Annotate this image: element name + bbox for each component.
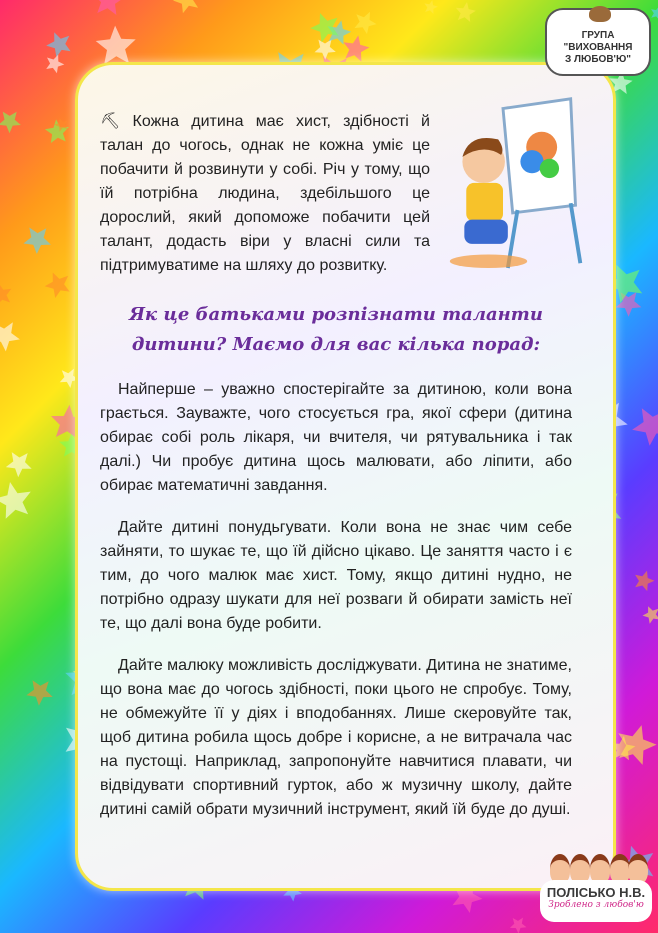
star-shape [23,228,51,255]
star-shape [0,112,21,134]
star-shape [45,273,70,299]
intro-rest: чогось, однак не кожна уміє це побачити й розвинути у собі. Річ у тому, що їй потрібна людина, здебільшого це дорослий, який допоможе побачити цей талант, додасть віри у власні сили та підтримуватиме на шляху до розвитку. [100,137,431,274]
author-tagline: Зроблено з любов'ю [548,900,644,910]
star-shape [0,482,31,519]
star-shape [651,6,658,20]
star-shape [0,283,11,305]
star-shape [93,0,124,15]
intro-first-line: Кожна дитина має хист, здібності й талан до [100,113,430,154]
star-shape [424,0,438,14]
star-shape [635,571,654,591]
star-shape [632,408,658,446]
star-shape [315,39,336,59]
star-shape [456,2,476,22]
star-shape [643,606,658,624]
star-shape [26,680,52,706]
author-logo [540,880,652,922]
star-shape [173,0,198,13]
intro-paragraph [100,110,430,278]
star-shape [354,12,376,34]
star-shape [96,26,136,65]
group-logo [545,8,651,76]
star-shape [0,322,20,351]
section-heading: Як це батьками розпізнати таланти дитини? Маємо для вас кілька порад: [129,304,543,355]
star-shape [510,918,527,933]
content-column [100,110,572,840]
star-shape [46,32,70,57]
star-shape [343,35,369,61]
author-name: ПОЛІСЬКО Н.В. [546,885,646,900]
star-shape [46,55,64,74]
logo-line: ГРУПА [581,30,615,41]
tip-paragraph: Дайте малюку можливість досліджувати. Дитина не знатиме, що вона має до чогось здібності, поки цього не спробує. Тому, не обмежуйте її у діях і вподобаннях. Лише скеровуйте так, щоб дитина робила щось добре і корисне, а не витрачала час на пустощі. Наприклад, запропонуйте навчитися плавати, чи відвідувати спортивний гурток, або ж музичну школу, дайте дитині самій обрати музичний інструмент, який їй буде до душі. [100,657,572,818]
bird-icon [589,6,611,22]
figure-icon: ⛏ [100,113,121,130]
tip-paragraph: Дайте дитині понудьгувати. Коли вона не знає чим себе зайняти, то шукає те, що їй дійсно цікаво. Це заняття часто і є тим, до чого малюк має хист. Тому, якщо дитині нудно, не потрібно одразу шукати для неї розваги й обирати замість неї те, що далі вона буде робити. [100,519,572,632]
logo-line: "ВИХОВАННЯ [563,42,633,53]
star-shape [6,452,32,477]
logo-line: З ЛЮБОВ'Ю" [565,54,631,65]
tip-paragraph: Найперше – уважно спостерігайте за дитиною, коли вона грається. Зауважте, чого стосується гра, якої сфери (дитина обирає собі роль лікаря, чи вчителя, чи рятувальника і так далі.) Чи пробує дитина щось малювати, або ліпити, або обирає математичні завдання. [100,381,572,494]
